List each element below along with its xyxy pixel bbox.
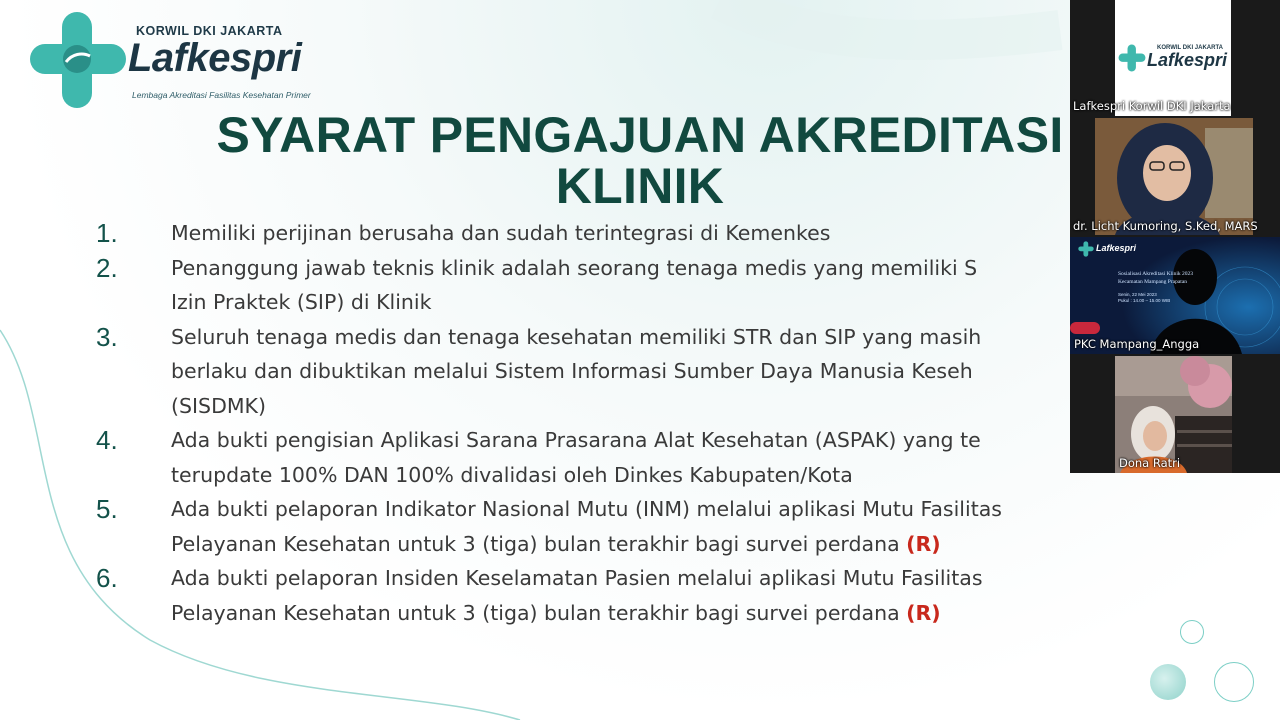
mini-logo-korwil: KORWIL DKI JAKARTA (1157, 45, 1223, 51)
slide-title (100, 107, 1180, 214)
mini-logo-brand: Lafkespri (1147, 50, 1228, 70)
requirement-text: Memiliki perijinan berusaha dan sudah terintegrasi di Kemenkes (171, 221, 831, 245)
screen-date-text: Senin, 22 Mei 2023 (1118, 292, 1157, 297)
participant-name: Dona Ratri (1119, 456, 1181, 470)
slide-title-line-2: KLINIK (555, 158, 725, 214)
participant-tile[interactable] (1115, 356, 1232, 473)
medical-cross-logo-icon (28, 10, 128, 110)
requirement-item (96, 320, 1196, 424)
requirement-number: 1. (96, 218, 118, 248)
requirement-item (96, 492, 1196, 561)
requirement-number: 6. (96, 563, 118, 593)
slide-title-line-1: SYARAT PENGAJUAN AKREDITASI (216, 107, 1064, 163)
decorative-circle-filled (1150, 664, 1186, 700)
participant-tile[interactable] (1073, 118, 1258, 235)
logo-korwil-text: KORWIL DKI JAKARTA (136, 24, 283, 38)
requirement-number: 3. (96, 321, 118, 352)
participant-name: PKC Mampang_Angga (1074, 337, 1200, 351)
requirement-text: Ada bukti pelaporan Indikator Nasional Mutu (INM) melalui aplikasi Mutu Fasilitas Pelayanan Kesehatan untuk 3 (tiga) bulan terakhir bagi survei perdana (171, 497, 1002, 556)
lafkespri-logo (28, 10, 311, 110)
requirement-number: 4. (96, 425, 118, 455)
participant-video-feed (1095, 118, 1253, 235)
requirement-item (96, 251, 1196, 320)
requirement-item (96, 561, 1196, 630)
requirement-text: Ada bukti pengisian Aplikasi Sarana Prasarana Alat Kesehatan (ASPAK) yang te terupdate 100% DAN 100% divalidasi oleh Dinkes Kabupaten/Kota (171, 428, 981, 487)
logo-brand-text: Lafkespri (128, 36, 302, 80)
participant-tile[interactable] (1070, 237, 1280, 354)
requirement-item (96, 216, 1196, 251)
mini-cross-logo-icon (1118, 44, 1146, 72)
decorative-circle-outline (1180, 620, 1204, 644)
requirement-number: 5. (96, 494, 118, 524)
requirements-list (96, 216, 1196, 630)
requirement-text: Seluruh tenaga medis dan tenaga kesehatan memiliki STR dan SIP yang masih berlaku dan dibuktikan melalui Sistem Informasi Sumber Daya Manusia Keseh (SISDMK) (171, 324, 982, 418)
participant-tile[interactable] (1073, 0, 1231, 116)
requirement-tag: (R) (906, 531, 941, 556)
screen-time-text: Pukul : 14.00 – 15.00 WIB (1118, 298, 1171, 303)
mini-cross-logo-icon (1078, 241, 1094, 257)
requirement-text: Penanggung jawab teknis klinik adalah seorang tenaga medis yang memiliki S Izin Praktek (SIP) di Klinik (171, 255, 978, 314)
decorative-circle-outline (1214, 662, 1254, 702)
requirement-item (96, 423, 1196, 492)
mini-logo-brand: Lafkespri (1096, 243, 1137, 253)
video-participants-panel (1070, 0, 1280, 473)
participant-name: Lafkespri Korwil DKI Jakarta (1073, 99, 1231, 113)
screen-subtitle-text: Kecamatan Mampang Prapatan (1118, 279, 1188, 285)
requirement-text: Ada bukti pelaporan Insiden Keselamatan Pasien melalui aplikasi Mutu Fasilitas Pelayanan Kesehatan untuk 3 (tiga) bulan terakhir bagi survei perdana (171, 566, 983, 625)
participant-name: dr. Licht Kumoring, S.Ked, MARS (1073, 219, 1258, 233)
screen-title-text: Sosialisasi Akreditasi Klinik 2023 (1118, 271, 1194, 277)
requirement-number: 2. (96, 252, 118, 283)
requirement-tag: (R) (906, 600, 941, 625)
logo-tagline-text: Lembaga Akreditasi Fasilitas Kesehatan Primer (132, 90, 311, 100)
